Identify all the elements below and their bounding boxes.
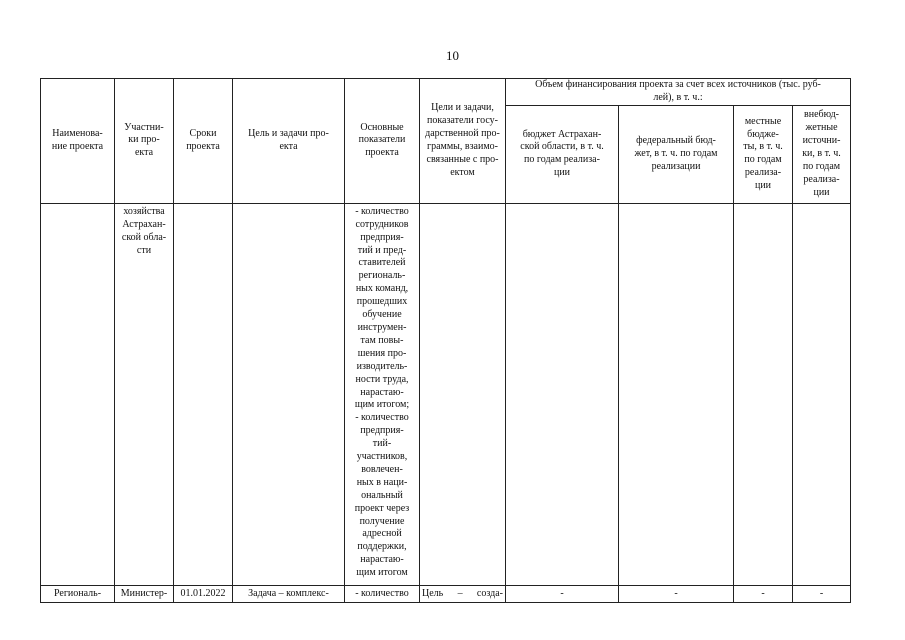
- cell-participants: хозяйства Астрахан- ской обла- сти: [115, 203, 174, 585]
- cell-name: Региональ-: [41, 585, 115, 602]
- table-row: [41, 585, 851, 602]
- cell-extrabudget: -: [793, 585, 851, 602]
- header-financing-group: Объем финансирования проекта за счет всех источников (тыс. руб- лей), в т. ч.:: [506, 79, 851, 106]
- page-number: 10: [446, 48, 459, 63]
- cell-local-budgets: -: [734, 585, 793, 602]
- header-federal-budget: федеральный бюд- жет, в т. ч. по годам реализации: [619, 105, 734, 203]
- header-row-1: [41, 79, 851, 106]
- cell-regional-budget: [506, 203, 619, 585]
- cell-goal: Задача – комплекс-: [233, 585, 345, 602]
- cell-federal-budget: -: [619, 585, 734, 602]
- header-regional-budget: бюджет Астрахан- ской области, в т. ч. по годам реализа- ции: [506, 105, 619, 203]
- header-participants: Участни- ки про- екта: [115, 79, 174, 204]
- header-terms: Сроки проекта: [174, 79, 233, 204]
- cell-indicators: - количество сотрудников предприя- тий и пред- ставителей региональ- ных команд, прошедших обучение инструмен- там повы- шения про- изводитель- ности труда, нарастаю- щим итогом; - количество предприя- тий- участников, вовлечен- ных в наци- ональный проект через получение адресной поддержки, нарастаю- щим итогом: [345, 203, 420, 585]
- project-table: [40, 78, 851, 603]
- cell-local-budgets: [734, 203, 793, 585]
- cell-name: [41, 203, 115, 585]
- header-local-budgets: местные бюдже- ты, в т. ч. по годам реализа- ции: [734, 105, 793, 203]
- header-project-name: Наименова- ние проекта: [41, 79, 115, 204]
- cell-terms: [174, 203, 233, 585]
- cell-participants: Министер-: [115, 585, 174, 602]
- cell-regional-budget: -: [506, 585, 619, 602]
- header-extrabudget: внебюд- жетные источни- ки, в т. ч. по годам реализа- ции: [793, 105, 851, 203]
- header-related-goals: Цели и задачи, показатели госу- дарственной про- граммы, взаимо- связанные с про- ектом: [420, 79, 506, 204]
- cell-federal-budget: [619, 203, 734, 585]
- cell-goal: [233, 203, 345, 585]
- header-goal: Цель и задачи про- екта: [233, 79, 345, 204]
- header-indicators: Основные показатели проекта: [345, 79, 420, 204]
- cell-terms: 01.01.2022: [174, 585, 233, 602]
- cell-extrabudget: [793, 203, 851, 585]
- cell-related: Цель – созда-: [420, 585, 506, 602]
- table-row: [41, 203, 851, 585]
- cell-related: [420, 203, 506, 585]
- cell-indicators: - количество: [345, 585, 420, 602]
